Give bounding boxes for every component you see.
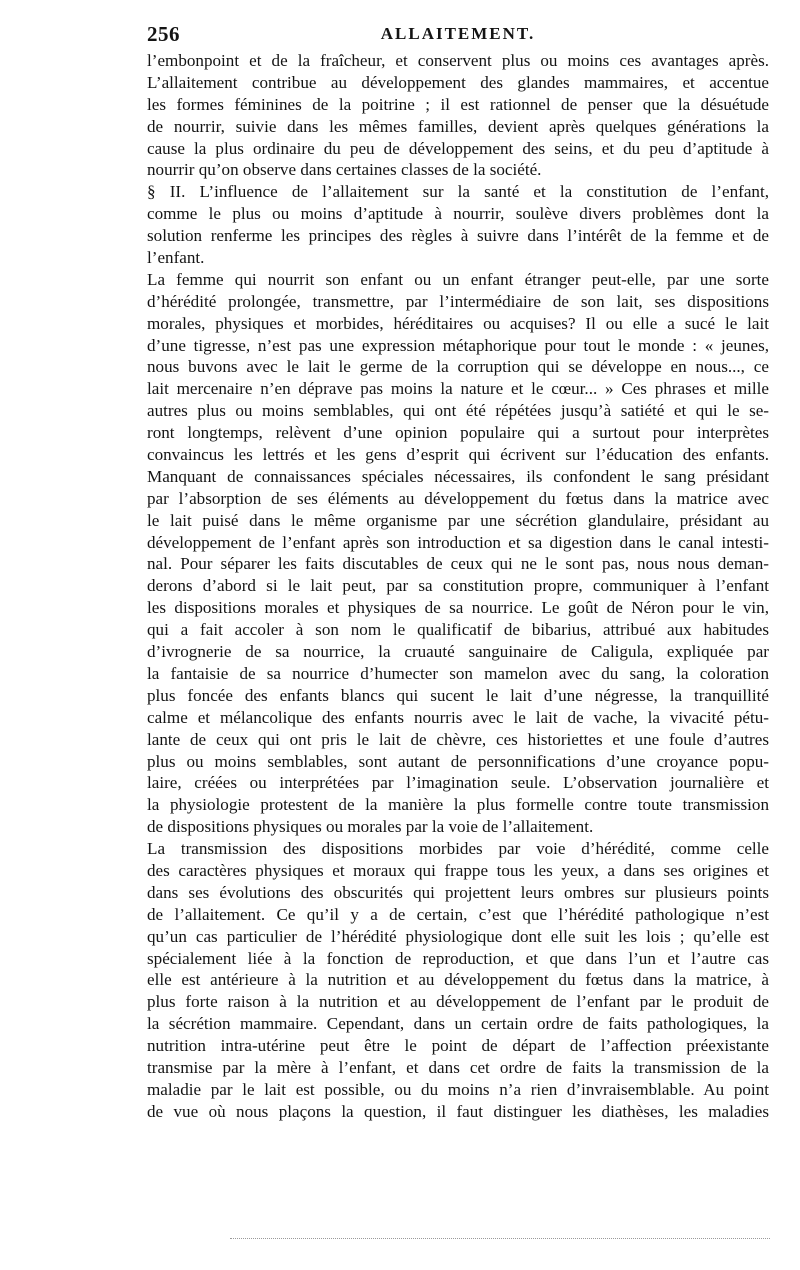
text-line-6: nourrir qu’on observe dans certaines classes de la société. bbox=[147, 160, 542, 180]
text-line-31: calme et mélancolique des enfants nourris avec le lait de vache, la vivacité pétu- bbox=[147, 707, 769, 727]
text-line-7: § II. L’influence de l’allaitement sur la santé et la constitution de l’enfant, bbox=[147, 182, 769, 202]
page-header bbox=[147, 22, 769, 48]
text-line-38: des caractères physiques et moraux qui frappe tous les yeux, a dans ses origines et bbox=[147, 860, 769, 880]
text-line-42: spécialement liée à la fonction de reproduction, et que dans l’un et l’autre cas bbox=[147, 948, 769, 968]
text-line-10: l’enfant. bbox=[147, 248, 205, 268]
text-line-2: L’allaitement contribue au développement des glandes mammaires, et accentue bbox=[147, 72, 769, 92]
text-line-4: de nourrir, suivie dans les mêmes familles, devient après quelques générations la bbox=[147, 116, 769, 136]
text-line-44: plus forte raison à la nutrition et au développement de l’enfant par le produit de bbox=[147, 992, 769, 1012]
text-line-48: maladie par le lait est possible, ou du moins n’a rien d’invraisemblable. Au point bbox=[147, 1079, 769, 1099]
text-line-8: comme le plus ou moins d’aptitude à nourrir, soulève divers problèmes dont la bbox=[147, 204, 769, 224]
text-line-21: par l’absorption de ses éléments au développement du fœtus dans la matrice avec bbox=[147, 488, 769, 508]
text-line-33: plus ou moins semblables, sont autant de personnifications d’une croyance popu- bbox=[147, 751, 769, 771]
text-line-27: qui a fait accoler à son nom le qualificatif de bibarius, attribué aux habitudes bbox=[147, 620, 769, 640]
footer-divider bbox=[230, 1238, 770, 1239]
text-line-17: autres plus ou moins semblables, qui ont été répétées jusqu’à satiété et qui le se- bbox=[147, 401, 769, 421]
text-line-26: les dispositions morales et physiques de sa nourrice. Le goût de Néron pour le vin, bbox=[147, 598, 769, 618]
text-line-39: dans ses évolutions des obscurités qui projettent leurs ombres sur plusieurs points bbox=[147, 882, 769, 902]
text-line-35: la physiologie protestent de la manière la plus formelle contre toute transmission bbox=[147, 795, 769, 815]
text-line-41: qu’un cas particulier de l’hérédité physiologique dont elle suit les lois ; qu’elle est bbox=[147, 926, 769, 946]
text-line-22: le lait puisé dans le même organisme par une sécrétion glandulaire, présidant au bbox=[147, 510, 769, 530]
text-line-1: l’embonpoint et de la fraîcheur, et conservent plus ou moins ces avantages après. bbox=[147, 51, 769, 70]
running-title: ALLAITEMENT. bbox=[380, 24, 536, 43]
text-line-49: de vue où nous plaçons la question, il faut distinguer les diathèses, les maladies bbox=[147, 1101, 769, 1121]
body-text bbox=[147, 50, 769, 1123]
text-line-29: la fantaisie de sa nourrice d’humecter son mamelon avec du sang, la coloration bbox=[147, 663, 769, 683]
text-line-13: morales, physiques et morbides, héréditaires ou acquises? Il ou elle a sucé le lait bbox=[147, 313, 769, 333]
text-line-19: convaincus les lettrés et les gens d’esprit qui écrivent sur l’éducation des enfants. bbox=[147, 445, 769, 465]
text-line-37: La transmission des dispositions morbides par voie d’hérédité, comme celle bbox=[147, 839, 769, 859]
page-number: 256 bbox=[147, 22, 180, 46]
text-line-20: Manquant de connaissances spéciales nécessaires, ils confondent le sang présidant bbox=[147, 466, 769, 486]
text-line-11: La femme qui nourrit son enfant ou un enfant étranger peut-elle, par une sorte bbox=[147, 269, 769, 289]
text-line-15: nous buvons avec le lait le germe de la corruption qui se développe en nous..., ce bbox=[147, 357, 769, 377]
text-line-43: elle est antérieure à la nutrition et au développement du fœtus dans la matrice, à bbox=[147, 970, 769, 990]
text-line-47: transmise par la mère à l’enfant, et dans cet ordre de faits la transmission de la bbox=[147, 1057, 769, 1077]
text-line-28: d’ivrognerie de sa nourrice, la cruauté sanguinaire de Caligula, expliquée par bbox=[147, 642, 769, 662]
text-line-5: cause la plus ordinaire du peu de développement des seins, et du peu d’aptitude à bbox=[147, 138, 769, 158]
text-line-9: solution renferme les principes des règles à suivre dans l’intérêt de la femme et de bbox=[147, 226, 769, 246]
text-line-25: derons d’abord si le lait peut, par sa constitution propre, communiquer à l’enfant bbox=[147, 576, 769, 596]
text-line-3: les formes féminines de la poitrine ; il est rationnel de penser que la désuétude bbox=[147, 94, 769, 114]
text-line-34: laire, créées ou interprétées par l’imagination seule. L’observation journalière et bbox=[147, 773, 769, 793]
text-line-18: ront longtemps, relèvent d’une opinion populaire qui a surtout pour interprètes bbox=[147, 423, 769, 443]
text-line-32: lante de ceux qui ont pris le lait de chèvre, ces historiettes et une foule d’autres bbox=[147, 729, 769, 749]
text-line-40: de l’allaitement. Ce qu’il y a de certain, c’est que l’hérédité pathologique n’est bbox=[147, 904, 769, 924]
text-line-23: développement de l’enfant après son introduction et sa digestion dans le canal intesti- bbox=[147, 532, 769, 552]
text-line-46: nutrition intra-utérine peut être le point de départ de l’affection préexistante bbox=[147, 1036, 769, 1056]
text-line-45: la sécrétion mammaire. Cependant, dans un certain ordre de faits pathologiques, la bbox=[147, 1014, 769, 1034]
text-line-30: plus foncée des enfants blancs qui sucent le lait d’une négresse, la tranquillité bbox=[147, 685, 769, 705]
text-line-14: d’une tigresse, n’est pas une expression métaphorique pour tout le monde : « jeunes, bbox=[147, 335, 769, 355]
text-line-12: d’hérédité prolongée, transmettre, par l’intermédiaire de son lait, ses dispositions bbox=[147, 291, 769, 311]
text-line-24: nal. Pour séparer les faits discutables de ceux qui ne le sont pas, nous nous deman- bbox=[147, 554, 769, 574]
text-line-36: de dispositions physiques ou morales par la voie de l’allaitement. bbox=[147, 817, 594, 837]
text-line-16: lait mercenaire n’en déprave pas moins la nature et le cœur... » Ces phrases et mille bbox=[147, 379, 769, 399]
